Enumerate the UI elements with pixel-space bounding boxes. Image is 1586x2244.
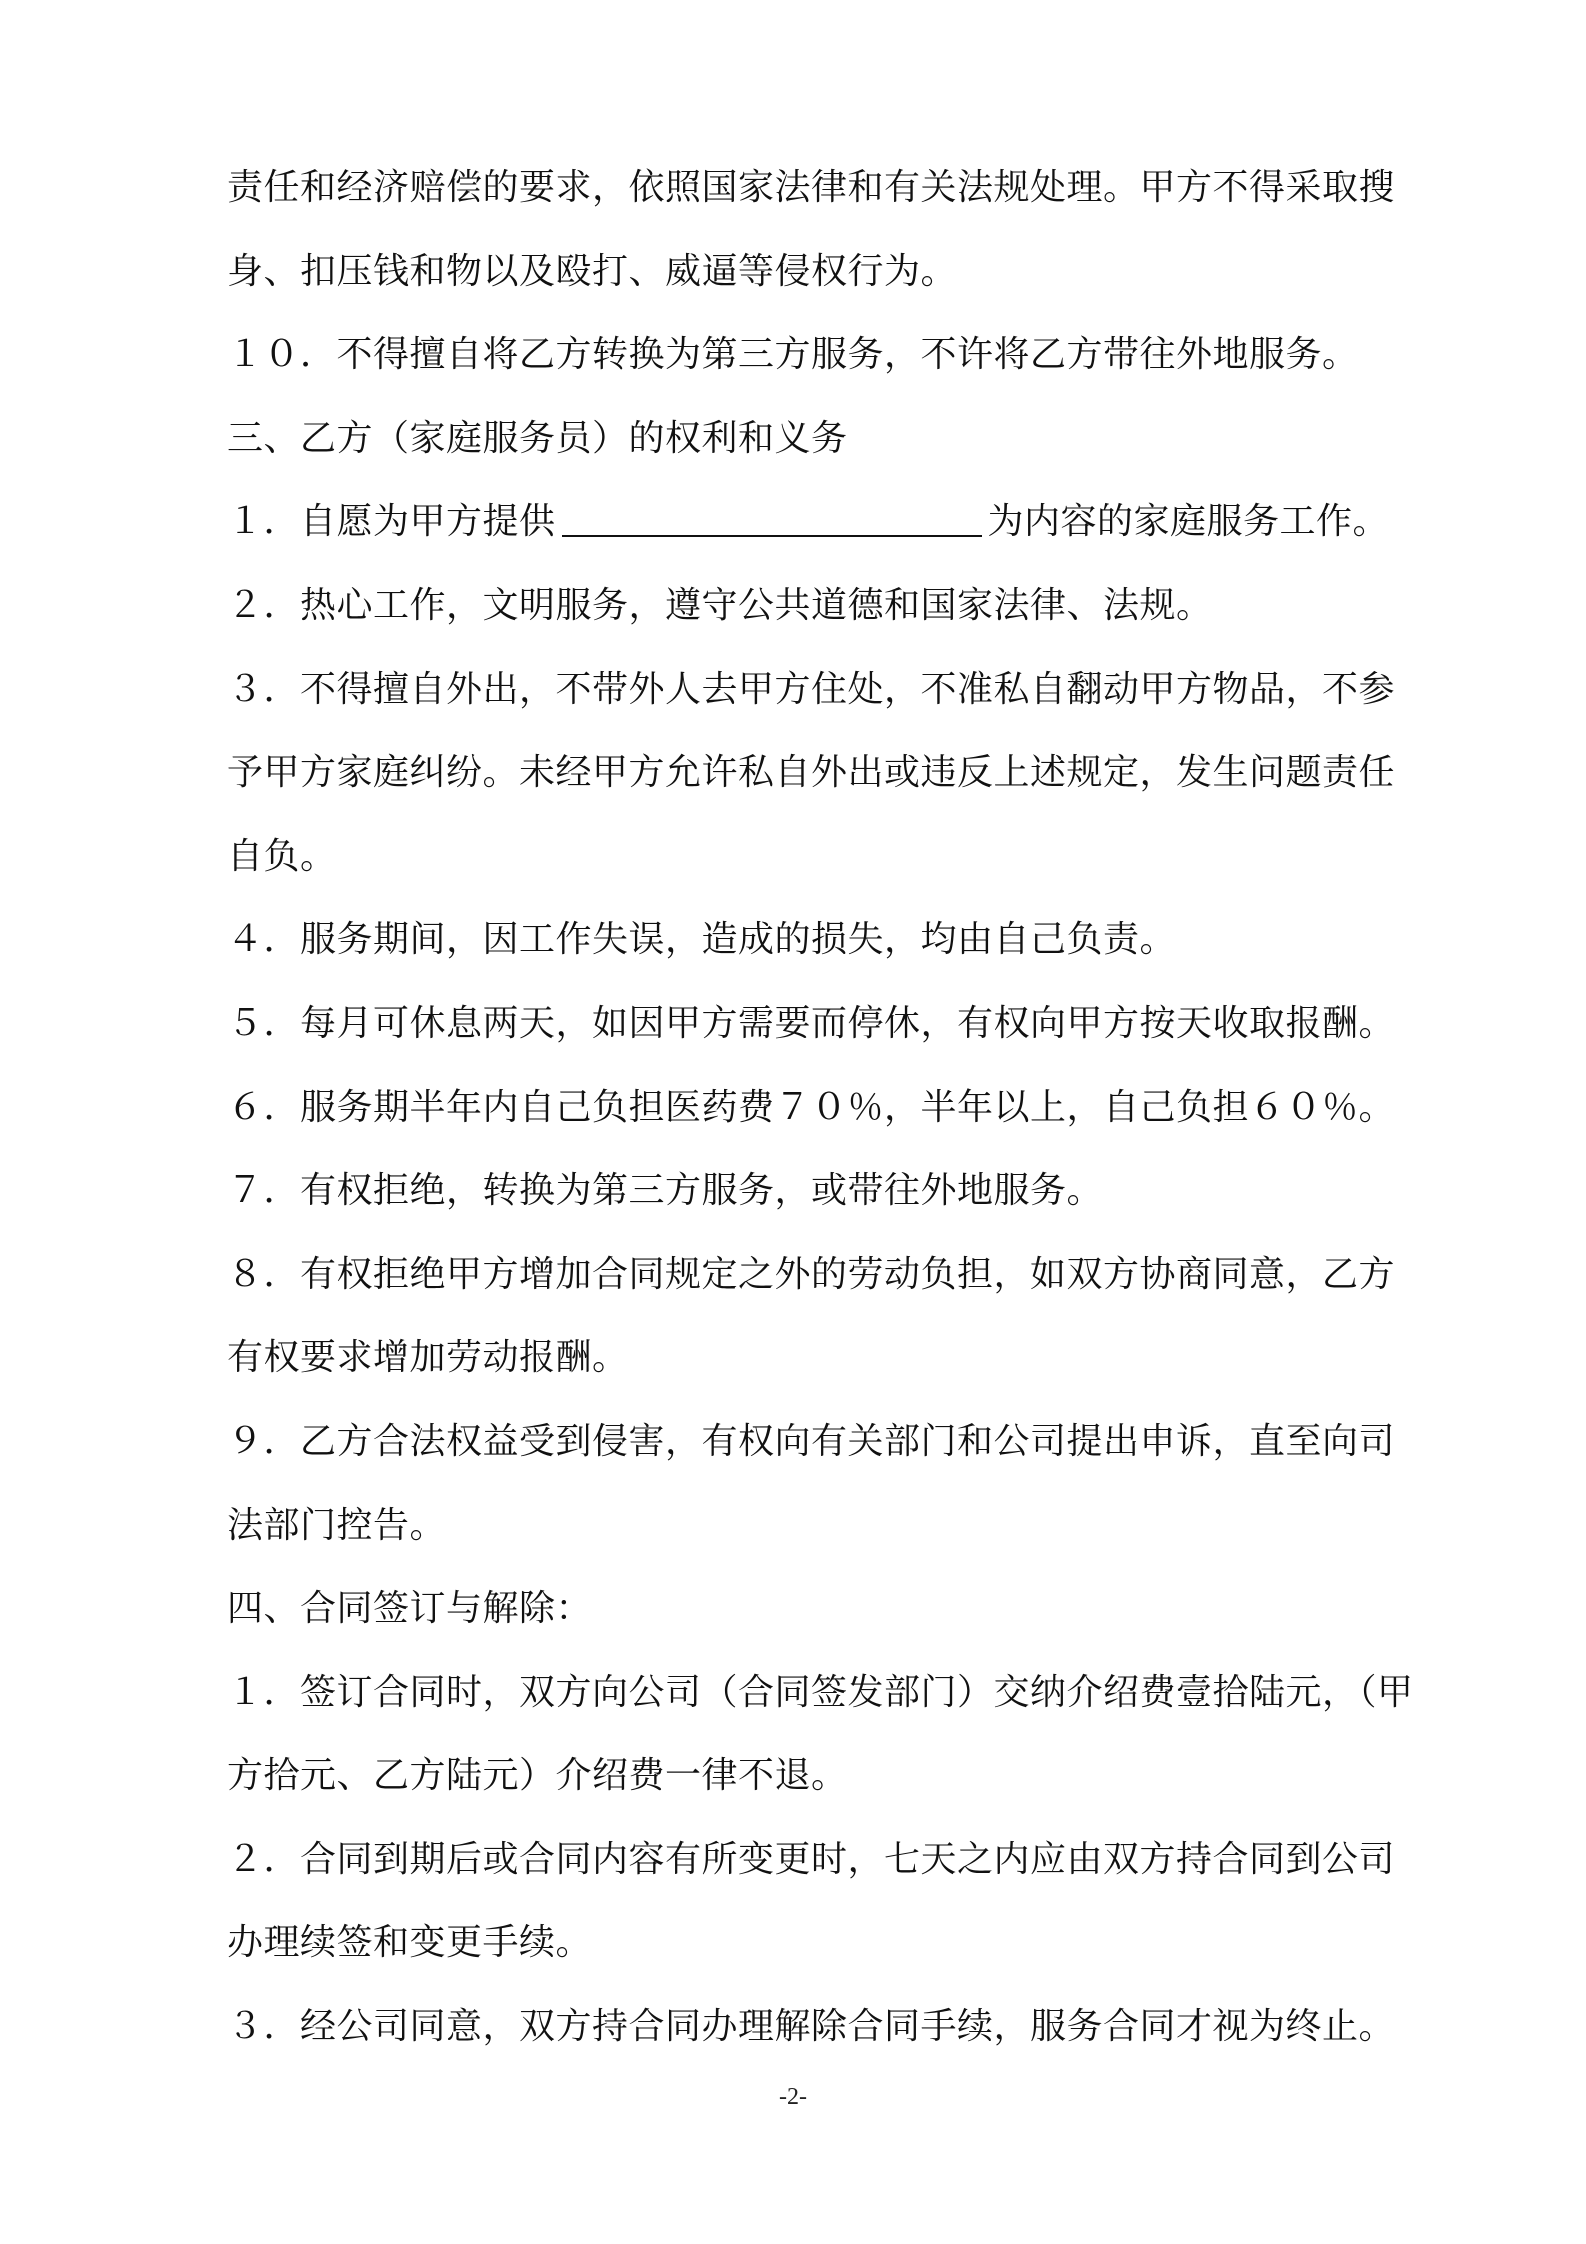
section-heading-party-b-rights: 三、乙方（家庭服务员）的权利和义务 [227, 417, 848, 459]
clause-1-suffix: 为内容的家庭服务工作。 [987, 501, 1390, 543]
clause-5: ５．每月可休息两天，如因甲方需要而停休，有权向甲方按天收取报酬。 [227, 1002, 1396, 1044]
document-body [227, 146, 1447, 2069]
clause-1-with-blank [227, 480, 1447, 564]
section-heading-contract-signing: 四、合同签订与解除： [227, 1588, 593, 1630]
page-number: -2- [779, 2084, 807, 2110]
text-line: 法部门控告。 [227, 1504, 447, 1546]
text-line: 责任和经济赔偿的要求，依照国家法律和有关法规处理。甲方不得采取搜 [227, 167, 1396, 208]
text-line: 予甲方家庭纠纷。未经甲方允许私自外出或违反上述规定，发生问题责任 [227, 752, 1396, 794]
clause-4: ４．服务期间，因工作失误，造成的损失，均由自己负责。 [227, 919, 1177, 961]
clause-2: ２．热心工作，文明服务，遵守公共道德和国家法律、法规。 [227, 584, 1213, 626]
clause-1-prefix: １．自愿为甲方提供 [227, 501, 556, 543]
clause-2: ２．合同到期后或合同内容有所变更时，七天之内应由双方持合同到公司 [227, 1838, 1396, 1880]
fill-in-blank [562, 505, 982, 537]
clause-3: ３．不得擅自外出，不带外人去甲方住处，不准私自翻动甲方物品，不参 [227, 668, 1396, 710]
clause-8: ８．有权拒绝甲方增加合同规定之外的劳动负担，如双方协商同意，乙方 [227, 1253, 1396, 1295]
text-line: 有权要求增加劳动报酬。 [227, 1337, 629, 1379]
clause-6: ６．服务期半年内自己负担医药费７０％，半年以上，自己负担６０％。 [227, 1086, 1396, 1128]
text-line: 办理续签和变更手续。 [227, 1922, 593, 1964]
clause-7: ７．有权拒绝，转换为第三方服务，或带往外地服务。 [227, 1170, 1104, 1212]
clause-3: ３．经公司同意，双方持合同办理解除合同手续，服务合同才视为终止。 [227, 2006, 1396, 2048]
text-line: 身、扣压钱和物以及殴打、威逼等侵权行为。 [227, 250, 958, 292]
text-line: 自负。 [227, 835, 337, 877]
clause-9: ９．乙方合法权益受到侵害，有权向有关部门和公司提出申诉，直至向司 [227, 1420, 1396, 1462]
clause-1: １．签订合同时，双方向公司（合同签发部门）交纳介绍费壹拾陆元，（甲 [227, 1671, 1414, 1713]
clause-10: １０．不得擅自将乙方转换为第三方服务，不许将乙方带往外地服务。 [227, 334, 1359, 376]
text-line: 方拾元、乙方陆元）介绍费一律不退。 [227, 1755, 848, 1797]
